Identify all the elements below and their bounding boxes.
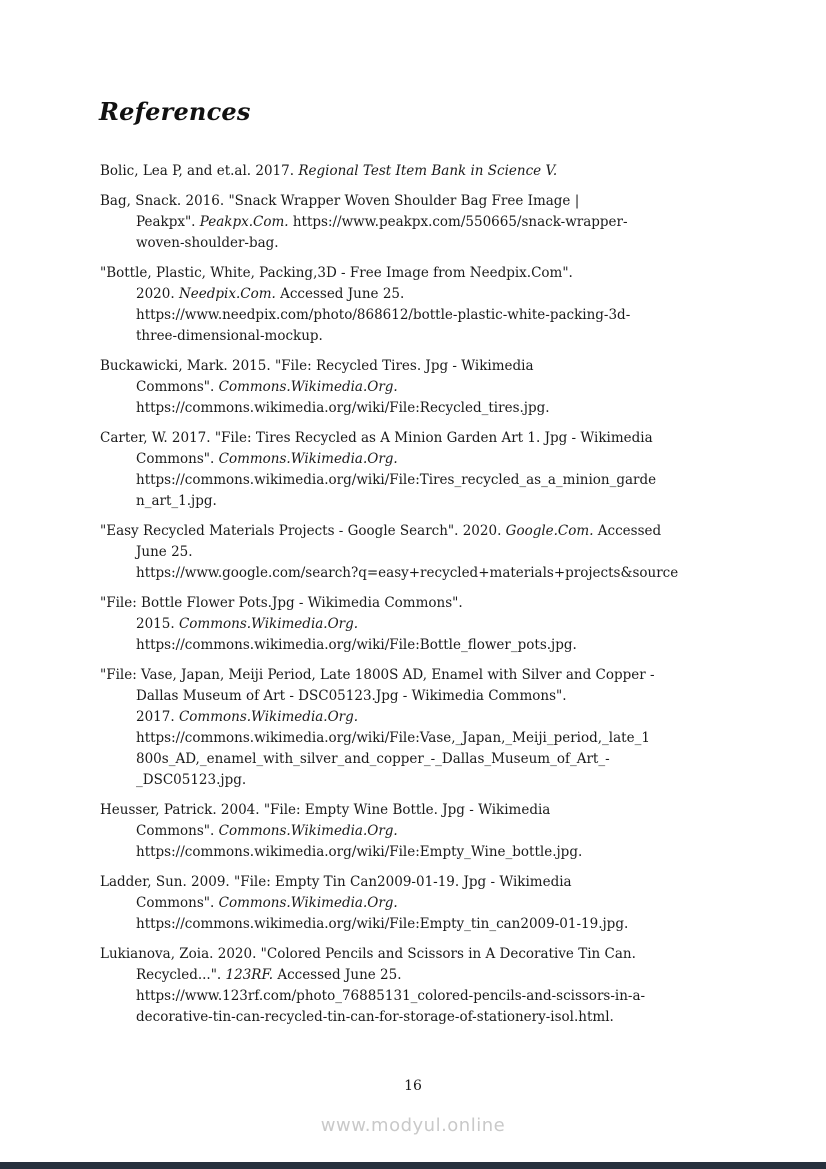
reference-line: three-dimensional-mockup. xyxy=(136,328,323,344)
reference-line: Dallas Museum of Art - DSC05123.Jpg - Wikimedia Commons". xyxy=(136,688,567,704)
reference-line: n_art_1.jpg. xyxy=(136,493,217,509)
reference-line: Peakpx". Peakpx.Com. https://www.peakpx.com/550665/snack-wrapper- xyxy=(136,214,628,230)
reference-line: https://www.google.com/search?q=easy+recycled+materials+projects&source xyxy=(136,565,679,581)
reference-entry xyxy=(100,593,760,656)
reference-entry xyxy=(100,521,760,584)
reference-line: Commons". Commons.Wikimedia.Org. xyxy=(136,379,398,395)
reference-line: 2017. Commons.Wikimedia.Org. xyxy=(136,709,359,725)
page-number: 16 xyxy=(404,1078,422,1094)
reference-line: Commons". Commons.Wikimedia.Org. xyxy=(136,823,398,839)
reference-line: Ladder, Sun. 2009. "File: Empty Tin Can2009-01-19. Jpg - Wikimedia xyxy=(100,874,572,890)
reference-line: https://commons.wikimedia.org/wiki/File:Bottle_flower_pots.jpg. xyxy=(136,637,577,653)
reference-entry xyxy=(100,944,760,1028)
reference-line: "File: Vase, Japan, Meiji Period, Late 1800S AD, Enamel with Silver and Copper - xyxy=(100,667,655,683)
reference-line: https://www.123rf.com/photo_76885131_colored-pencils-and-scissors-in-a- xyxy=(136,988,646,1004)
reference-entry xyxy=(100,665,760,791)
reference-line: June 25. xyxy=(136,544,193,560)
reference-entry xyxy=(100,800,760,863)
reference-line: _DSC05123.jpg. xyxy=(136,772,247,788)
reference-line: Recycled...". 123RF. Accessed June 25. xyxy=(136,967,402,983)
watermark: www.modyul.online xyxy=(320,1115,506,1136)
reference-line: "Bottle, Plastic, White, Packing,3D - Free Image from Needpix.Com". xyxy=(100,265,573,281)
reference-entry xyxy=(100,191,760,254)
reference-entry xyxy=(100,161,760,182)
reference-entry xyxy=(100,356,760,419)
reference-line: https://commons.wikimedia.org/wiki/File:Empty_tin_can2009-01-19.jpg. xyxy=(136,916,629,932)
reference-line: "File: Bottle Flower Pots.Jpg - Wikimedia Commons". xyxy=(100,595,463,611)
reference-entry xyxy=(100,872,760,935)
reference-list xyxy=(100,161,760,1037)
page-title: References xyxy=(99,97,251,126)
reference-entry xyxy=(100,263,760,347)
reference-line: Heusser, Patrick. 2004. "File: Empty Wine Bottle. Jpg - Wikimedia xyxy=(100,802,551,818)
reference-line: Bag, Snack. 2016. "Snack Wrapper Woven Shoulder Bag Free Image | xyxy=(100,193,580,209)
reference-line: decorative-tin-can-recycled-tin-can-for-storage-of-stationery-isol.html. xyxy=(136,1009,614,1025)
reference-entry xyxy=(100,428,760,512)
reference-line: 2015. Commons.Wikimedia.Org. xyxy=(136,616,359,632)
reference-line: https://commons.wikimedia.org/wiki/File:Vase,_Japan,_Meiji_period,_late_1 xyxy=(136,730,650,746)
reference-line: https://commons.wikimedia.org/wiki/File:Recycled_tires.jpg. xyxy=(136,400,550,416)
reference-line: Bolic, Lea P, and et.al. 2017. Regional Test Item Bank in Science V. xyxy=(100,163,558,179)
reference-line: 2020. Needpix.Com. Accessed June 25. xyxy=(136,286,405,302)
reference-line: Lukianova, Zoia. 2020. "Colored Pencils and Scissors in A Decorative Tin Can. xyxy=(100,946,636,962)
reference-line: woven-shoulder-bag. xyxy=(136,235,279,251)
reference-line: Commons". Commons.Wikimedia.Org. xyxy=(136,451,398,467)
reference-line: https://commons.wikimedia.org/wiki/File:Tires_recycled_as_a_minion_garde xyxy=(136,472,657,488)
reference-line: "Easy Recycled Materials Projects - Google Search". 2020. Google.Com. Accessed xyxy=(100,523,662,539)
reference-line: https://www.needpix.com/photo/868612/bottle-plastic-white-packing-3d- xyxy=(136,307,631,323)
reference-line: Carter, W. 2017. "File: Tires Recycled as A Minion Garden Art 1. Jpg - Wikimedia xyxy=(100,430,653,446)
reference-line: Commons". Commons.Wikimedia.Org. xyxy=(136,895,398,911)
reference-line: https://commons.wikimedia.org/wiki/File:Empty_Wine_bottle.jpg. xyxy=(136,844,583,860)
reference-line: Buckawicki, Mark. 2015. "File: Recycled Tires. Jpg - Wikimedia xyxy=(100,358,534,374)
bottom-bar xyxy=(0,1162,826,1169)
reference-line: 800s_AD,_enamel_with_silver_and_copper_-_Dallas_Museum_of_Art_- xyxy=(136,751,610,767)
